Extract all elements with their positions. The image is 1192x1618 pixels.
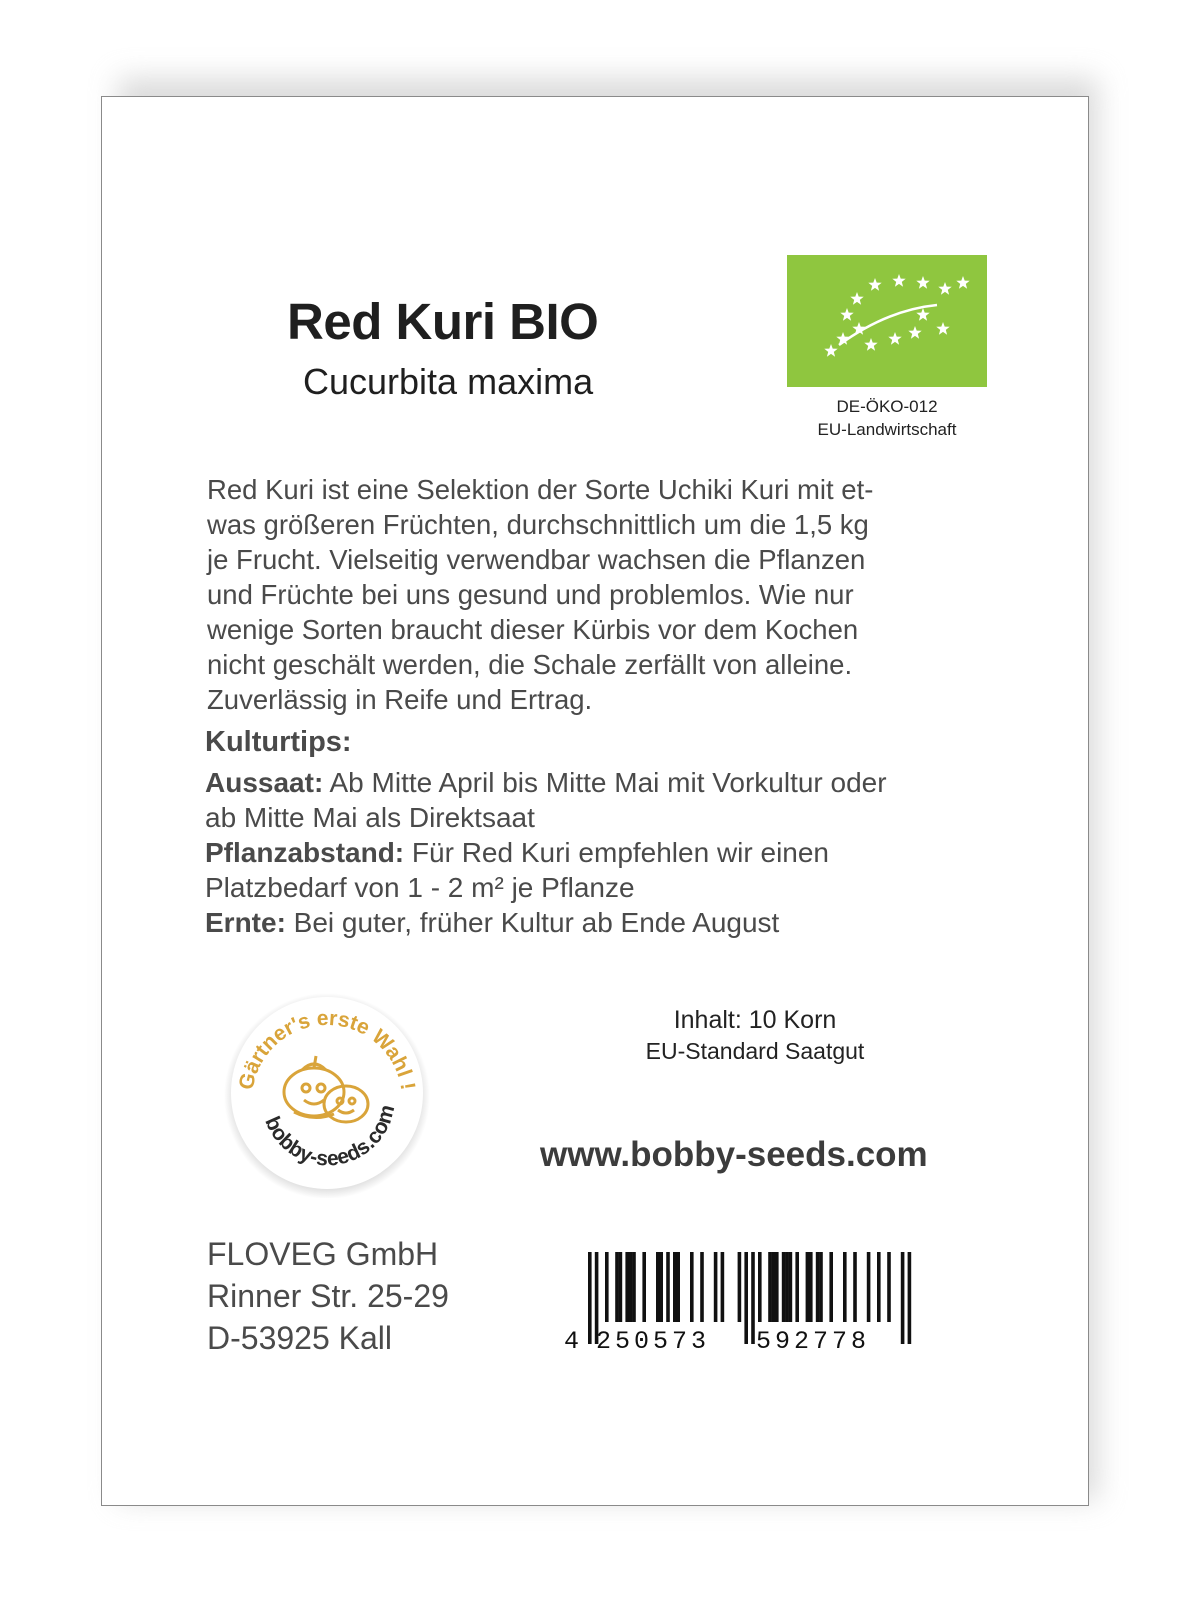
description-line: wenige Sorten braucht dieser Kürbis vor dem Kochen	[207, 614, 859, 645]
description-line: was größeren Früchten, durchschnittlich um die 1,5 kg	[207, 509, 869, 540]
barcode-bar	[795, 1252, 799, 1322]
description-line: Zuverlässig in Reife und Ertrag.	[207, 684, 593, 715]
barcode-bar	[751, 1252, 755, 1344]
barcode-bar	[738, 1252, 742, 1322]
culture-tips-heading: Kulturtips:	[205, 726, 352, 758]
barcode-bar	[656, 1252, 660, 1322]
barcode-bar	[659, 1252, 663, 1322]
barcode-bar	[782, 1252, 786, 1322]
eu-star	[956, 276, 969, 289]
barcode-bar	[619, 1252, 623, 1322]
sowing-tip	[205, 765, 887, 800]
barcode-bar	[666, 1252, 670, 1322]
barcode-bar	[615, 1252, 619, 1322]
ean-barcode	[560, 1252, 940, 1352]
description-line: Red Kuri ist eine Selektion der Sorte Uchiki Kuri mit et-	[207, 474, 874, 505]
barcode-bar	[700, 1252, 704, 1322]
product-description	[207, 472, 1007, 717]
company-street: Rinner Str. 25-29	[207, 1278, 449, 1314]
eu-star	[868, 278, 881, 291]
barcode-bar	[877, 1252, 881, 1322]
barcode-bar	[676, 1252, 680, 1322]
barcode-bar	[829, 1252, 833, 1322]
barcode-bar	[853, 1252, 857, 1322]
spacing-text: Für Red Kuri empfehlen wir einen	[404, 837, 830, 868]
seal-badge-icon	[222, 988, 432, 1198]
description-line: je Frucht. Vielseitig verwendbar wachsen die Pflanzen	[207, 544, 866, 575]
barcode-bar	[629, 1252, 633, 1322]
control-code: DE-ÖKO-012	[836, 397, 938, 416]
product-title: Red Kuri BIO	[287, 293, 599, 350]
barcode-bar	[785, 1252, 789, 1322]
harvest-text: Bei guter, früher Kultur ab Ende August	[285, 907, 780, 938]
company-name: FLOVEG GmbH	[207, 1236, 439, 1272]
barcode-bar	[887, 1252, 891, 1322]
eu-star	[938, 282, 951, 295]
eu-star	[936, 322, 949, 335]
barcode-bar	[758, 1252, 762, 1322]
website-url: www.bobby-seeds.com	[540, 1135, 928, 1174]
eu-star	[888, 332, 901, 345]
barcode-bar	[816, 1252, 820, 1322]
agriculture-origin: EU-Landwirtschaft	[817, 420, 957, 439]
barcode-bar	[605, 1252, 609, 1322]
barcode-bar	[789, 1252, 793, 1322]
seed-standard: EU-Standard Saatgut	[645, 1038, 865, 1064]
contents-info	[580, 1004, 930, 1066]
spacing-label: Pflanzabstand:	[205, 837, 405, 868]
eu-star	[916, 308, 929, 321]
barcode-bar	[809, 1252, 813, 1322]
barcode-bar	[867, 1252, 871, 1322]
eu-star	[824, 344, 837, 357]
barcode-bar	[632, 1252, 636, 1322]
eu-star	[850, 292, 863, 305]
company-city: D-53925 Kall	[207, 1320, 392, 1356]
barcode-first-digit: 4	[564, 1327, 580, 1352]
eu-star	[908, 326, 921, 339]
eu-star	[892, 274, 905, 287]
seal-top-text: Gärtner's erste Wahl !	[234, 1006, 420, 1092]
harvest-tip	[205, 905, 887, 940]
barcode-bar	[806, 1252, 810, 1322]
barcode-left-digits: 250573	[596, 1327, 711, 1352]
harvest-label: Ernte:	[205, 907, 286, 938]
description-line: und Früchte bei uns gesund und problemlos. Wie nur	[207, 579, 854, 610]
barcode-bar	[775, 1252, 779, 1322]
barcode-bar	[744, 1252, 748, 1344]
barcode-bar	[908, 1252, 912, 1344]
gardeners-choice-seal	[222, 988, 432, 1198]
barcode-bar	[721, 1252, 725, 1322]
eu-stars-icon	[787, 255, 987, 387]
sowing-text: Ab Mitte April bis Mitte Mai mit Vorkultur oder	[323, 767, 887, 798]
spacing-tip	[205, 835, 887, 870]
barcode-bar	[714, 1252, 718, 1322]
eu-star	[916, 276, 929, 289]
sowing-label: Aussaat:	[205, 767, 324, 798]
barcode-bar	[625, 1252, 629, 1322]
barcode-bar	[768, 1252, 772, 1322]
spacing-text-continued: Platzbedarf von 1 - 2 m² je Pflanze	[205, 872, 635, 903]
eu-star	[840, 308, 853, 321]
eu-star	[864, 338, 877, 351]
company-address	[207, 1233, 449, 1359]
barcode-bar	[690, 1252, 694, 1322]
seal-bottom-text: bobby-seeds.com	[260, 1102, 400, 1171]
barcode-bar	[843, 1252, 847, 1322]
barcode-right-digits: 592778	[756, 1327, 871, 1352]
seed-quantity: Inhalt: 10 Korn	[673, 1006, 837, 1034]
eu-organic-code	[787, 395, 987, 441]
barcode-bar	[901, 1252, 905, 1344]
botanical-name: Cucurbita maxima	[303, 361, 594, 402]
culture-tips	[205, 765, 887, 940]
barcode-bar	[642, 1252, 646, 1322]
barcode-bar	[588, 1252, 592, 1344]
eu-organic-leaf-logo	[787, 255, 987, 387]
description-line: nicht geschält werden, die Schale zerfällt von alleine.	[207, 649, 853, 680]
barcode-bar	[819, 1252, 823, 1322]
barcode-bar	[673, 1252, 677, 1322]
barcode-icon	[560, 1252, 940, 1352]
sowing-text-continued: ab Mitte Mai als Direktsaat	[205, 802, 535, 833]
barcode-bar	[772, 1252, 776, 1322]
